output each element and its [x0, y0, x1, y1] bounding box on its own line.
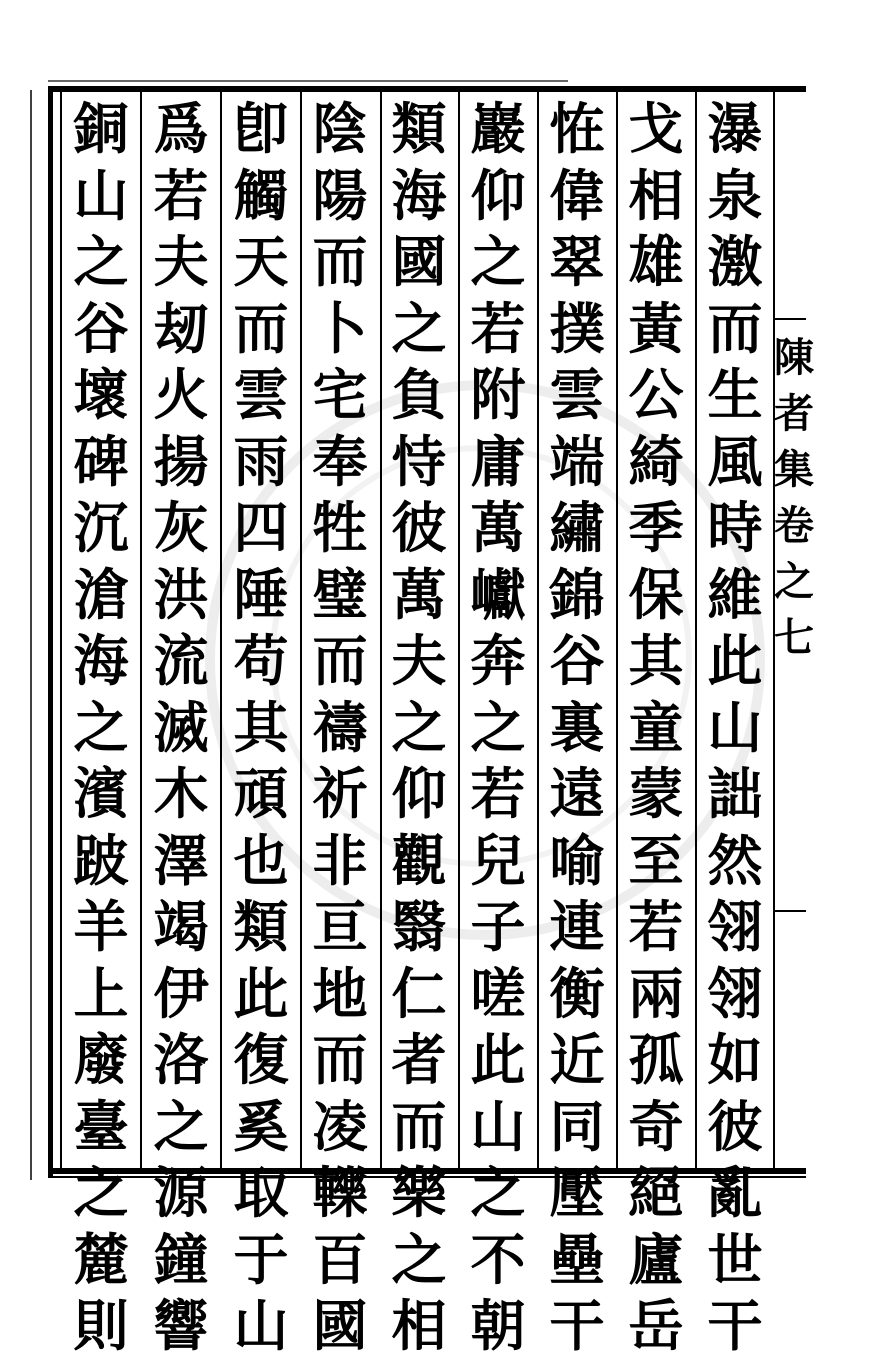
running-title-char: 陳 [774, 334, 814, 381]
text-char: 銅 [73, 96, 129, 161]
text-char: 木 [153, 761, 209, 826]
text-char: 之 [391, 295, 447, 361]
text-char: 非 [312, 827, 368, 893]
text-char: 干 [707, 1293, 763, 1358]
text-char: 奔 [470, 628, 526, 693]
text-char: 卽 [233, 96, 289, 161]
text-char: 繡 [549, 495, 605, 560]
text-char: 天 [233, 229, 289, 294]
text-char: 若 [153, 162, 209, 228]
text-column-6 [301, 96, 379, 1360]
text-char: 則 [73, 1293, 129, 1358]
text-char: 夫 [153, 229, 209, 294]
margin-divider-bottom [774, 910, 806, 912]
text-char: 觀 [391, 827, 447, 893]
text-char: 牲 [312, 495, 368, 560]
margin-divider-top [774, 318, 806, 320]
text-char: 也 [233, 827, 289, 893]
text-char: 山 [470, 1093, 526, 1159]
text-char: 苟 [233, 628, 289, 693]
text-char: 復 [233, 1027, 289, 1092]
running-title-char: 七 [774, 614, 814, 661]
text-char: 之 [73, 694, 129, 760]
text-char: 黃 [628, 295, 684, 361]
text-char: 岳 [628, 1293, 684, 1358]
text-char: 之 [470, 1160, 526, 1225]
text-char: 壘 [549, 1226, 605, 1292]
text-char: 鐘 [153, 1226, 209, 1292]
text-char: 取 [233, 1160, 289, 1225]
text-char: 國 [312, 1293, 368, 1358]
text-char: 仁 [391, 960, 447, 1026]
text-char: 國 [391, 229, 447, 294]
text-char: 麓 [73, 1226, 129, 1292]
text-char: 瀑 [707, 96, 763, 161]
text-char: 同 [549, 1093, 605, 1159]
text-char: 類 [233, 894, 289, 959]
text-char: 泉 [707, 162, 763, 228]
running-title [774, 330, 814, 666]
text-char: 朝 [470, 1293, 526, 1358]
text-column-1 [696, 96, 774, 1360]
text-char: 若 [470, 295, 526, 361]
text-char: 亂 [707, 1160, 763, 1225]
text-char: 雲 [233, 362, 289, 427]
text-char: 激 [707, 229, 763, 294]
text-char: 臺 [73, 1093, 129, 1159]
text-char: 璧 [312, 561, 368, 627]
text-char: 撲 [549, 295, 605, 361]
text-char: 亘 [312, 894, 368, 959]
text-char: 之 [73, 229, 129, 294]
text-char: 相 [391, 1293, 447, 1358]
text-char: 響 [153, 1293, 209, 1358]
text-char: 恃 [391, 428, 447, 494]
text-char: 夫 [391, 628, 447, 693]
text-char: 之 [470, 229, 526, 294]
running-title-char: 之 [774, 558, 814, 605]
text-char: 然 [707, 827, 763, 893]
text-char: 生 [707, 362, 763, 427]
text-char: 灰 [153, 495, 209, 560]
text-char: 觸 [233, 162, 289, 228]
text-char: 彼 [391, 495, 447, 560]
text-char: 類 [391, 96, 447, 161]
text-char: 頑 [233, 761, 289, 826]
text-char: 萬 [391, 561, 447, 627]
text-char: 雄 [628, 229, 684, 294]
text-char: 裏 [549, 694, 605, 760]
text-char: 碑 [73, 428, 129, 494]
text-char: 流 [153, 628, 209, 693]
top-border-thin [48, 80, 568, 82]
text-char: 此 [233, 960, 289, 1026]
text-char: 四 [233, 495, 289, 560]
text-char: 而 [312, 229, 368, 294]
text-char: 遠 [549, 761, 605, 826]
text-column-7 [222, 96, 300, 1360]
text-char: 錦 [549, 561, 605, 627]
text-char: 至 [628, 827, 684, 893]
text-char: 維 [707, 561, 763, 627]
text-char: 如 [707, 1027, 763, 1092]
text-char: 恠 [549, 96, 605, 161]
text-char: 其 [628, 628, 684, 693]
text-char: 羊 [73, 894, 129, 959]
text-char: 童 [628, 694, 684, 760]
text-char: 季 [628, 495, 684, 560]
text-char: 萬 [470, 495, 526, 560]
text-char: 戈 [628, 96, 684, 161]
text-char: 巘 [470, 561, 526, 627]
text-column-3 [538, 96, 616, 1360]
text-char: 嗟 [470, 960, 526, 1026]
text-char: 陰 [312, 96, 368, 161]
text-column-5 [380, 96, 458, 1360]
text-char: 奚 [233, 1093, 289, 1159]
text-char: 地 [312, 960, 368, 1026]
text-char: 彼 [707, 1093, 763, 1159]
running-title-char: 者 [774, 390, 814, 437]
text-char: 附 [470, 362, 526, 427]
text-char: 火 [153, 362, 209, 427]
text-char: 山 [707, 694, 763, 760]
text-char: 兩 [628, 960, 684, 1026]
text-char: 爲 [153, 96, 209, 161]
text-char: 源 [153, 1160, 209, 1225]
text-char: 刼 [153, 295, 209, 361]
text-char: 百 [312, 1226, 368, 1292]
text-char: 絕 [628, 1160, 684, 1225]
text-char: 滅 [153, 694, 209, 760]
text-char: 揚 [153, 428, 209, 494]
text-char: 山 [73, 162, 129, 228]
text-char: 衡 [549, 960, 605, 1026]
text-char: 宅 [312, 362, 368, 427]
text-column-9 [62, 96, 140, 1360]
text-char: 廬 [628, 1226, 684, 1292]
text-char: 仰 [391, 761, 447, 826]
text-char: 若 [628, 894, 684, 959]
text-char: 竭 [153, 894, 209, 959]
text-char: 壓 [549, 1160, 605, 1225]
text-char: 而 [707, 295, 763, 361]
text-char: 而 [391, 1093, 447, 1159]
text-char: 而 [233, 295, 289, 361]
text-char: 蒙 [628, 761, 684, 826]
left-border-outer [30, 90, 32, 1180]
text-char: 跛 [73, 827, 129, 893]
text-char: 沉 [73, 495, 129, 560]
text-char: 洛 [153, 1027, 209, 1092]
text-char: 之 [73, 1160, 129, 1225]
text-char: 其 [233, 694, 289, 760]
text-char: 谷 [73, 295, 129, 361]
text-char: 而 [312, 628, 368, 693]
text-char: 于 [233, 1226, 289, 1292]
running-title-char: 卷 [774, 502, 814, 549]
text-char: 仰 [470, 162, 526, 228]
text-char: 翎 [707, 894, 763, 959]
text-column-2 [617, 96, 695, 1360]
text-char: 海 [73, 628, 129, 693]
text-char: 端 [549, 428, 605, 494]
text-char: 此 [470, 1027, 526, 1092]
text-char: 壞 [73, 362, 129, 427]
text-char: 兒 [470, 827, 526, 893]
text-char: 負 [391, 362, 447, 427]
text-char: 海 [391, 162, 447, 228]
left-border [48, 86, 53, 1176]
text-char: 之 [153, 1093, 209, 1159]
text-char: 奉 [312, 428, 368, 494]
text-char: 翎 [707, 960, 763, 1026]
text-char: 相 [628, 162, 684, 228]
text-char: 上 [73, 960, 129, 1026]
text-char: 公 [628, 362, 684, 427]
text-char: 洪 [153, 561, 209, 627]
text-char: 伊 [153, 960, 209, 1026]
text-char: 滄 [73, 561, 129, 627]
top-border [48, 86, 806, 92]
text-char: 翳 [391, 894, 447, 959]
text-char: 廢 [73, 1027, 129, 1092]
text-char: 澤 [153, 827, 209, 893]
text-char: 連 [549, 894, 605, 959]
text-char: 子 [470, 894, 526, 959]
text-char: 若 [470, 761, 526, 826]
text-char: 者 [391, 1027, 447, 1092]
text-char: 翠 [549, 229, 605, 294]
text-char: 綺 [628, 428, 684, 494]
text-char: 巖 [470, 96, 526, 161]
text-char: 風 [707, 428, 763, 494]
text-column-4 [459, 96, 537, 1360]
text-char: 樂 [391, 1160, 447, 1225]
text-char: 世 [707, 1226, 763, 1292]
text-char: 禱 [312, 694, 368, 760]
text-char: 奇 [628, 1093, 684, 1159]
text-char: 雨 [233, 428, 289, 494]
text-char: 卜 [312, 295, 368, 361]
text-char: 之 [470, 694, 526, 760]
text-char: 陽 [312, 162, 368, 228]
text-char: 谷 [549, 628, 605, 693]
running-title-char: 集 [774, 446, 814, 493]
text-char: 祈 [312, 761, 368, 826]
text-char: 濱 [73, 761, 129, 826]
text-char: 山 [233, 1293, 289, 1358]
text-char: 而 [312, 1027, 368, 1092]
text-char: 不 [470, 1226, 526, 1292]
text-column-8 [142, 96, 220, 1360]
text-char: 之 [391, 694, 447, 760]
text-char: 庸 [470, 428, 526, 494]
text-char: 孤 [628, 1027, 684, 1092]
text-char: 陲 [233, 561, 289, 627]
text-char: 近 [549, 1027, 605, 1092]
text-char: 喻 [549, 827, 605, 893]
text-char: 保 [628, 561, 684, 627]
text-char: 雲 [549, 362, 605, 427]
text-char: 凌 [312, 1093, 368, 1159]
text-char: 時 [707, 495, 763, 560]
text-char: 轢 [312, 1160, 368, 1225]
text-char: 此 [707, 628, 763, 693]
text-char: 詘 [707, 761, 763, 826]
text-char: 偉 [549, 162, 605, 228]
text-char: 干 [549, 1293, 605, 1358]
text-char: 之 [391, 1226, 447, 1292]
